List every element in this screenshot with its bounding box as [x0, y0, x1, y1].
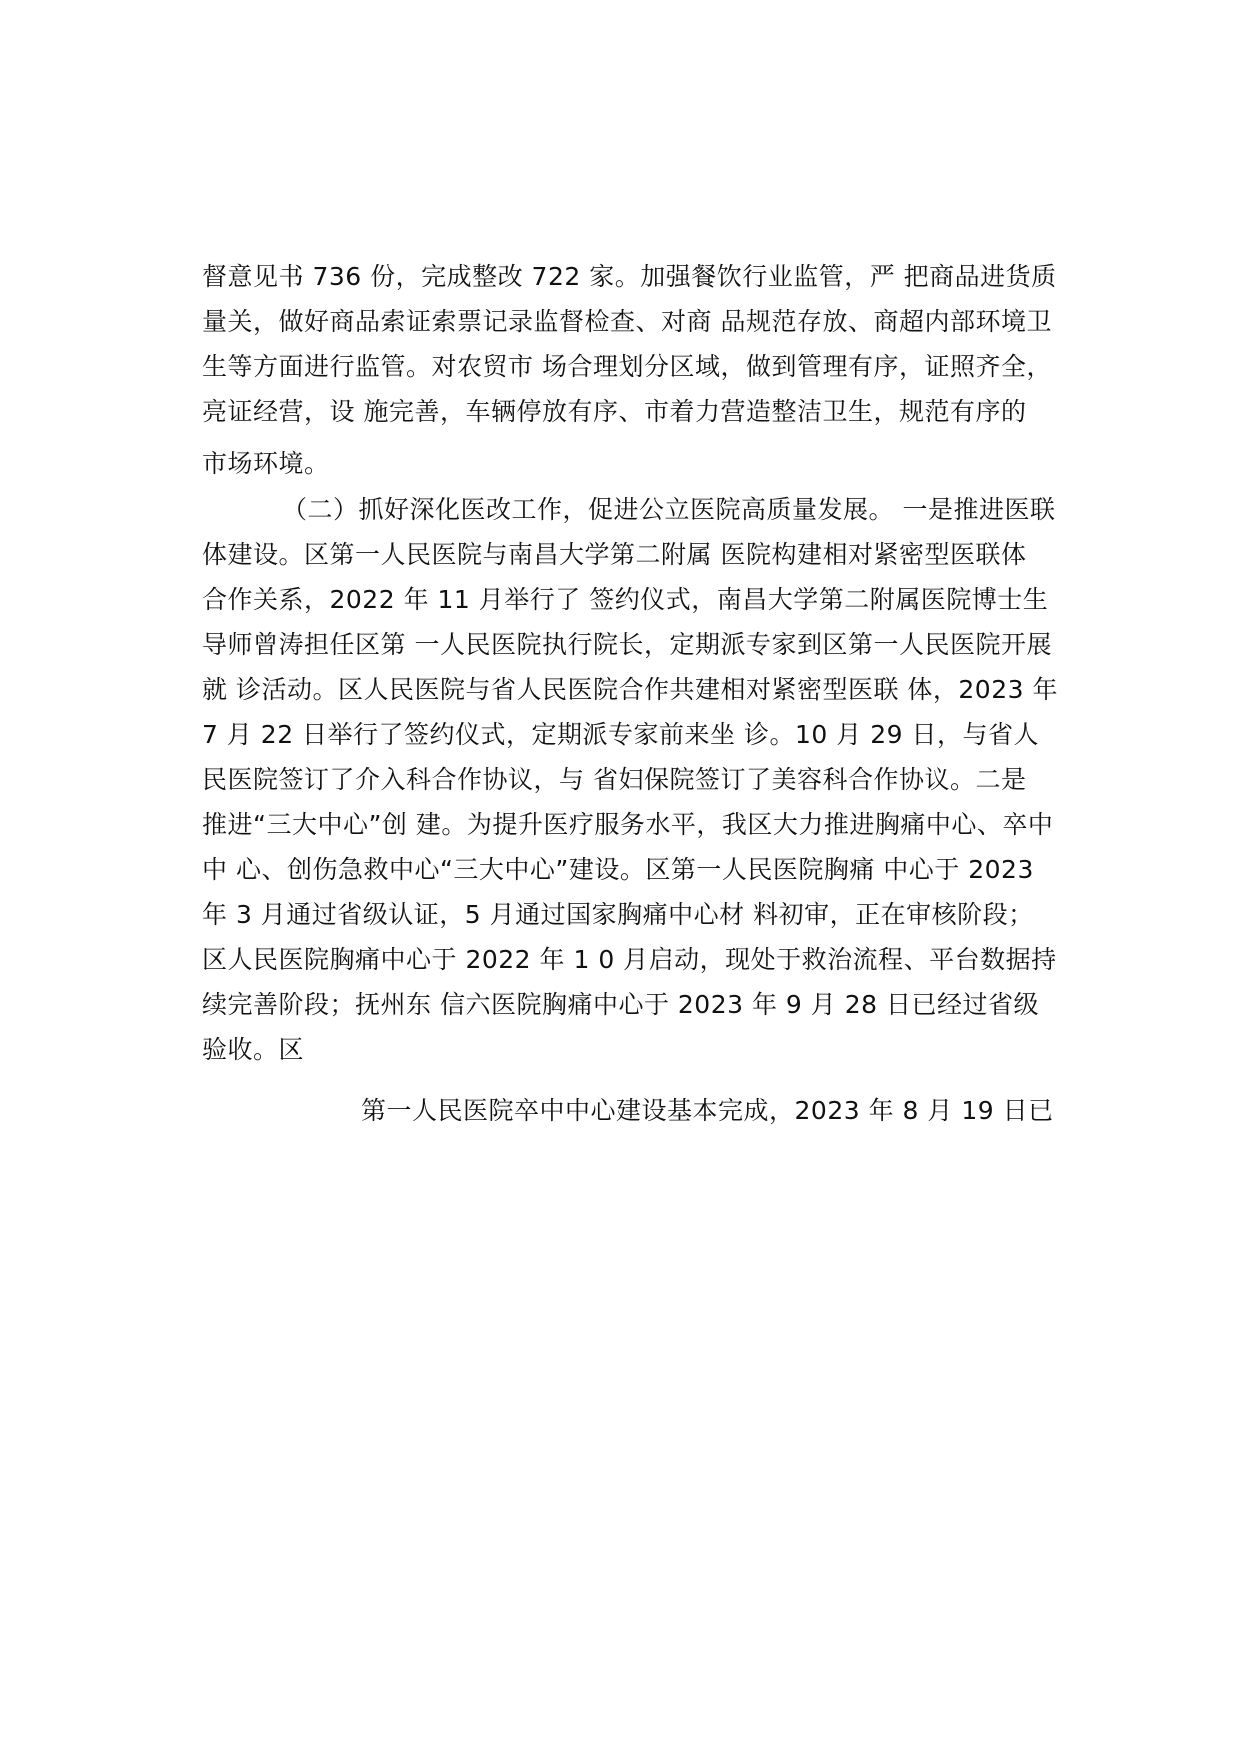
text-line: 第一人民医院卒中中心建设基本完成，2023 年 8 月 19 日已 [361, 1096, 1054, 1125]
text-line: 验收。区 [202, 1035, 305, 1064]
text-line: 亮证经营，设 施完善，车辆停放有序、市着力营造整洁卫生，规范有序的 [202, 397, 1027, 426]
text-line: 体建设。区第一人民医院与南昌大学第二附属 医院构建相对紧密型医联体 [202, 540, 1027, 569]
text-line: 推进“三大中心”创 建。为提升医疗服务水平，我区大力推进胸痛中心、卒中 [202, 810, 1054, 839]
text-line: 民医院签订了介入科合作协议，与 省妇保院签订了美容科合作协议。二是 [202, 765, 1027, 794]
text-line: 生等方面进行监管。对农贸市 场合理划分区域，做到管理有序，证照齐全， [202, 352, 1052, 381]
text-line: 区人民医院胸痛中心于 2022 年 1 0 月启动，现处于救治流程、平台数据持 [202, 945, 1057, 974]
text-line: 续完善阶段；抚州东 信六医院胸痛中心于 2023 年 9 月 28 日已经过省级 [202, 990, 1039, 1019]
text-line: 中 心、创伤急救中心“三大中心”建设。区第一人民医院胸痛 中心于 2023 [202, 855, 1034, 884]
paragraph-heading-line: （二）抓好深化医改工作，促进公立医院高质量发展。 一是推进医联 [282, 495, 1056, 524]
text-line: 导师曾涛担任区第 一人民医院执行院长，定期派专家到区第一人民医院开展 [202, 630, 1052, 659]
text-line: 合作关系，2022 年 11 月举行了 签约仪式，南昌大学第二附属医院博士生 [202, 585, 1049, 614]
text-line: 7 月 22 日举行了签约仪式，定期派专家前来坐 诊。10 月 29 日，与省人 [202, 720, 1039, 749]
text-line: 就 诊活动。区人民医院与省人民医院合作共建相对紧密型医联 体，2023 年 [202, 675, 1058, 704]
text-line: 年 3 月通过省级认证，5 月通过国家胸痛中心材 料初审，正在审核阶段； [202, 900, 1034, 929]
text-line: 市场环境。 [202, 449, 330, 478]
text-line: 督意见书 736 份，完成整改 722 家。加强餐饮行业监管，严 把商品进货质 [202, 262, 1057, 291]
text-line: 量关，做好商品索证索票记录监督检查、对商 品规范存放、商超内部环境卫 [202, 307, 1052, 336]
